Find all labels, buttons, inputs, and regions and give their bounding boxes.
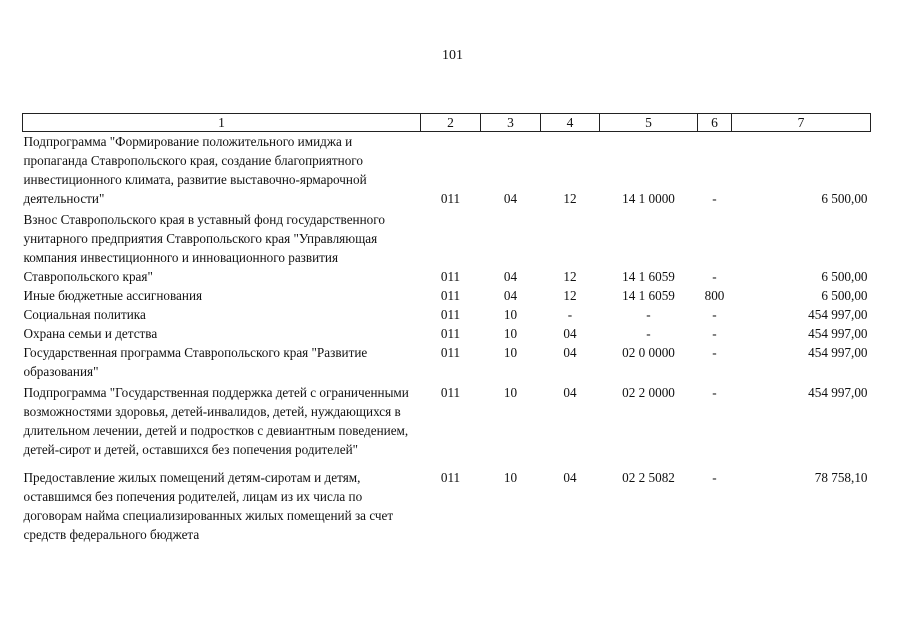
cell-target: 02 0 0000 [622, 345, 675, 360]
table-row [23, 343, 871, 383]
row-name: Предоставление жилых помещений детям-сиротам и детям, оставшимся без попечения родителей, лицам из их числа по договорам найма специализированных жилых помещений за счет средств федерального бюджета [23, 470, 394, 542]
cell-section: 10 [503, 345, 518, 360]
column-header: 5 [600, 114, 698, 132]
table-row [23, 383, 871, 468]
cell-subsection: - [567, 307, 573, 322]
cell-subsection: 04 [563, 326, 577, 341]
cell-ministry: 011 [440, 191, 461, 206]
cell-target: - [646, 326, 651, 341]
table-header-row [23, 114, 871, 132]
cell-amount: 78 758,10 [814, 470, 868, 485]
column-header: 4 [541, 114, 600, 132]
table-row [23, 468, 871, 544]
cell-ministry: 011 [440, 269, 461, 284]
row-name: Взнос Ставропольского края в уставный фонд государственного унитарного предприятия Ставропольского края "Управляющая компания инвестиционного и инновационного развития Ставропольского края" [23, 212, 385, 284]
column-header: 1 [23, 114, 421, 132]
row-name: Подпрограмма "Государственная поддержка детей с ограниченными возможностями здоровья, детей-инвалидов, детей, нуждающихся в длительном лечении, детей и подростков с девиантным поведением, детей-сирот и детей, оставшихся без попечения родителей" [23, 385, 409, 457]
cell-section: 04 [503, 191, 518, 206]
cell-expense-type: 800 [704, 288, 725, 303]
cell-expense-type: - [712, 345, 717, 360]
cell-ministry: 011 [440, 385, 461, 400]
cell-subsection: 12 [563, 269, 577, 284]
cell-expense-type: - [712, 269, 717, 284]
cell-target: 02 2 0000 [622, 385, 675, 400]
cell-subsection: 04 [563, 470, 577, 485]
table-row [23, 286, 871, 305]
cell-amount: 454 997,00 [808, 385, 868, 400]
cell-ministry: 011 [440, 345, 461, 360]
cell-section: 04 [503, 288, 518, 303]
cell-section: 10 [503, 307, 518, 322]
cell-subsection: 04 [563, 345, 577, 360]
cell-amount: 454 997,00 [808, 326, 868, 341]
table-row [23, 132, 871, 211]
cell-amount: 454 997,00 [808, 345, 868, 360]
column-header: 2 [421, 114, 481, 132]
cell-expense-type: - [712, 307, 717, 322]
cell-section: 04 [503, 269, 518, 284]
cell-amount: 6 500,00 [821, 191, 868, 206]
column-header: 7 [732, 114, 871, 132]
row-name: Государственная программа Ставропольского края "Развитие образования" [23, 345, 368, 379]
cell-target: 14 1 0000 [622, 191, 675, 206]
row-name: Иные бюджетные ассигнования [23, 288, 203, 303]
cell-target: 14 1 6059 [622, 269, 675, 284]
cell-target: 14 1 6059 [622, 288, 675, 303]
cell-expense-type: - [712, 191, 717, 206]
cell-subsection: 04 [563, 385, 577, 400]
cell-amount: 454 997,00 [808, 307, 868, 322]
cell-ministry: 011 [440, 326, 461, 341]
page-number: 101 [442, 48, 463, 63]
cell-expense-type: - [712, 326, 717, 341]
cell-amount: 6 500,00 [821, 269, 868, 284]
cell-subsection: 12 [563, 191, 577, 206]
cell-section: 10 [503, 470, 518, 485]
cell-amount: 6 500,00 [821, 288, 868, 303]
cell-subsection: 12 [563, 288, 577, 303]
cell-section: 10 [503, 326, 518, 341]
cell-target: 02 2 5082 [622, 470, 675, 485]
column-header: 6 [698, 114, 732, 132]
cell-section: 10 [503, 385, 518, 400]
column-header: 3 [481, 114, 541, 132]
table-row [23, 305, 871, 324]
cell-ministry: 011 [440, 288, 461, 303]
row-name: Социальная политика [23, 307, 146, 322]
table-row [23, 210, 871, 286]
cell-expense-type: - [712, 385, 717, 400]
cell-expense-type: - [712, 470, 717, 485]
row-name: Охрана семьи и детства [23, 326, 158, 341]
cell-ministry: 011 [440, 307, 461, 322]
budget-table [22, 113, 871, 544]
cell-ministry: 011 [440, 470, 461, 485]
cell-target: - [646, 307, 651, 322]
table-row [23, 324, 871, 343]
row-name: Подпрограмма "Формирование положительного имиджа и пропаганда Ставропольского края, создание благоприятного инвестиционного климата, развитие выставочно-ярмарочной деятельности" [23, 134, 367, 206]
